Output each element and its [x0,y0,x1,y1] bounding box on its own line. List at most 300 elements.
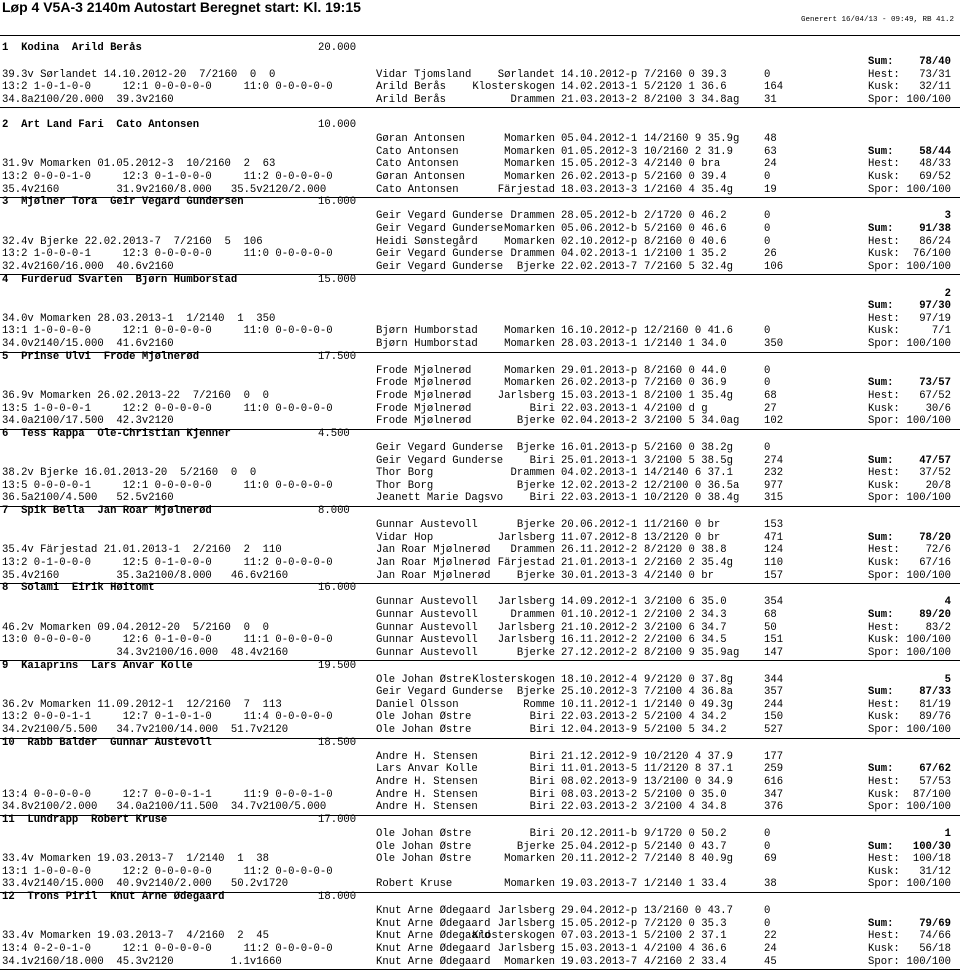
summary-text: 13:4 0-2-0-1-0 12:1 0-0-0-0-0 11:2 0-0-0-0-0 [2,942,333,955]
driver-name: Ole Johan Østre [376,840,472,853]
stat-value: 32/11 [919,81,951,94]
result-row [0,878,960,891]
stat-value: 100/100 [906,801,951,814]
earnings: 357 [764,686,784,699]
horse-name: 4 Furderud Svarten Bjørn Humborstad [2,273,238,286]
race-date: 21.01.2013-1 [561,556,638,569]
stat-label: Sum: [868,300,894,313]
summary-text: 13:1 1-0-0-0-0 12:1 0-0-0-0-0 11:0 0-0-0-0-0 [2,325,333,338]
stat-value: 58/44 [919,145,951,158]
earnings: 232 [764,467,784,480]
horse-header [0,891,960,904]
track-name: Bjerke [516,519,555,532]
stat-value: 87/100 [912,788,951,801]
driver-name: Gunnar Austevoll [376,596,478,609]
track-name: Momarken [504,145,555,158]
stat-value: 2 [944,287,951,300]
horse-header [0,737,960,750]
stat-label: Sum: [868,454,894,467]
race-date: 29.01.2013-p [561,364,638,377]
earnings: 24 [764,942,777,955]
earnings: 0 [764,917,771,930]
summary-text: 36.2v Momarken 11.09.2012-1 12/2160 7 113 [2,698,282,711]
result-row [0,171,960,184]
horse-header [0,119,960,132]
driver-name: Vidar Tjomsland [376,68,472,81]
race-result: 7/2140 8 40.9g [644,853,734,866]
driver-name: Thor Borg [376,467,434,480]
stat-label: Spor: [868,801,900,814]
earnings: 24 [764,158,777,171]
race-date: 08.02.2013-9 [561,775,638,788]
race-result: 1/2140 1 33.4 [644,878,727,891]
race-date: 21.10.2012-2 [561,621,638,634]
stat-label: Spor: [868,183,900,196]
result-row [0,532,960,545]
stat-value: 100/100 [906,183,951,196]
result-row [0,828,960,841]
stat-value: 89/20 [919,608,951,621]
earnings: 354 [764,596,784,609]
stat-value: 48/33 [919,158,951,171]
horse-prize: 16.000 [318,196,357,209]
driver-name: Arild Berås [376,93,446,106]
race-date: 07.03.2013-1 [561,930,638,943]
horse-name: 11 Lundrapp Robert Kruse [2,814,168,826]
driver-name: Gunnar Austevoll [376,608,478,621]
result-row [0,841,960,854]
horse-prize: 20.000 [318,42,357,54]
result-row [0,133,960,146]
result-row [0,801,960,814]
result-row [0,763,960,776]
horse-prize: 17.500 [318,350,357,363]
stat-value: 100/100 [906,260,951,273]
track-name: Drammen [510,608,555,621]
earnings: 274 [764,454,784,467]
earnings: 0 [764,840,771,853]
result-row [0,544,960,557]
race-date: 26.11.2012-2 [561,544,638,557]
horse-name: 1 Kodina Arild Berås [2,42,142,54]
driver-name: Frode Mjølnerød [376,415,472,428]
stat-label: Spor: [868,93,900,106]
track-name: Biri [529,750,555,763]
stat-value: 100/30 [912,840,951,853]
horse-name: 3 Mjølner Tora Geir Vegard Gundersen [2,196,244,209]
earnings: 26 [764,248,777,261]
result-row [0,751,960,764]
stat-label: Hest: [868,621,900,634]
driver-name: Jeanett Marie Dagsvo [376,492,504,505]
stat-value: 100/100 [906,492,951,505]
result-row [0,519,960,532]
track-name: Momarken [504,955,555,968]
race-result: 4/2140 0 br [644,569,714,582]
earnings: 106 [764,260,784,273]
driver-name: Bjørn Humborstad [376,337,478,350]
driver-name: Ole Johan Østre [376,828,472,840]
horse-header [0,274,960,287]
stat-value: 97/19 [919,312,951,325]
stat-label: Spor: [868,415,900,428]
earnings: 124 [764,544,784,557]
race-result: 8/2160 0 44.0 [644,364,727,377]
driver-name: Gøran Antonsen [376,170,466,183]
driver-name: Robert Kruse [376,878,453,891]
track-name: Momarken [504,133,555,146]
driver-name: Geir Vegard Gunderse [376,686,504,699]
track-name: Drammen [510,544,555,557]
race-date: 21.12.2012-9 [561,750,638,763]
earnings: 19 [764,183,777,196]
race-date: 01.05.2012-3 [561,145,638,158]
track-name: Biri [529,763,555,776]
earnings: 315 [764,492,784,505]
stat-value: 73/31 [919,68,951,81]
track-name: Biri [529,788,555,801]
summary-text: 34.8a2100/20.000 39.3v2160 [2,93,174,106]
stat-label: Kusk: [868,81,900,94]
summary-text: 46.2v Momarken 09.04.2012-20 5/2160 0 0 [2,621,270,634]
race-date: 14.02.2013-1 [561,81,638,94]
horse-header [0,428,960,441]
track-name: Drammen [510,248,555,261]
summary-text: 34.2v2100/5.500 34.7v2100/14.000 51.7v2120 [2,723,289,736]
horse-prize: 17.000 [318,814,357,826]
result-row [0,69,960,82]
page-title: Løp 4 V5A-3 2140m Autostart Beregnet start: Kl. 19:15 [2,0,361,15]
track-name: Bjerke [516,260,555,273]
track-name: Romme [523,698,555,711]
result-row [0,686,960,699]
track-name: Drammen [510,210,555,223]
track-name: Jarlsberg [497,905,555,918]
track-name: Biri [529,711,555,724]
driver-name: Frode Mjølnerød [376,377,472,390]
race-date: 05.06.2012-b [561,222,638,235]
track-name: Biri [529,492,555,505]
race-result: 5/2100 2 37.1 [644,930,727,943]
result-row [0,248,960,261]
race-date: 15.03.2013-1 [561,389,638,402]
result-row [0,338,960,351]
stat-label: Sum: [868,531,894,544]
summary-text: 13:2 1-0-0-0-1 12:3 0-0-0-0-0 11:0 0-0-0-0-0 [2,248,333,261]
driver-name: Knut Arne Ødegaard [376,930,491,943]
driver-name: Bjørn Humborstad [376,325,478,338]
race-result: 7/2160 5 32.4g [644,260,734,273]
race-date: 21.03.2013-2 [561,93,638,106]
earnings: 350 [764,337,784,350]
track-name: Bjerke [516,646,555,659]
track-name: Bjerke [516,569,555,582]
result-row [0,56,960,69]
horse-prize: 15.000 [318,273,357,286]
race-date: 16.11.2012-2 [561,634,638,647]
stat-value: 79/69 [919,917,951,930]
race-date: 20.11.2012-2 [561,853,638,866]
race-result: 12/2160 0 41.6 [644,325,734,338]
track-name: Momarken [504,364,555,377]
result-row [0,557,960,570]
driver-name: Vidar Hop [376,531,434,544]
earnings: 376 [764,801,784,814]
stat-label: Hest: [868,389,900,402]
race-result: 4/2100 d g [644,402,708,415]
result-row [0,609,960,622]
earnings: 102 [764,415,784,428]
summary-text: 13:5 1-0-0-0-1 12:2 0-0-0-0-0 11:0 0-0-0-0-0 [2,402,333,415]
driver-name: Andre H. Stensen [376,750,478,763]
summary-text: 35.4v2160 35.3a2100/8.000 46.6v2160 [2,569,289,582]
driver-name: Gøran Antonsen [376,133,466,146]
stat-value: 100/100 [906,646,951,659]
earnings: 164 [764,81,784,94]
race-result: 1/2160 4 35.4g [644,183,734,196]
race-result: 13/2120 0 br [644,531,721,544]
stat-label: Hest: [868,467,900,480]
driver-name: Ole Johan Østre [376,711,472,724]
stat-value: 69/52 [919,170,951,183]
result-row [0,647,960,660]
horse-header [0,351,960,364]
track-name: Jarlsberg [497,596,555,609]
track-name: Bjerke [516,442,555,454]
earnings: 31 [764,93,777,106]
driver-name: Knut Arne Ødegaard [376,942,491,955]
stat-label: Kusk: [868,248,900,261]
race-result: 5/2160 0 38.2g [644,442,734,454]
race-result: 5/2160 0 39.4 [644,170,727,183]
result-row [0,313,960,326]
summary-text: 33.4v Momarken 19.03.2013-7 1/2140 1 38 [2,853,270,866]
horse-header [0,42,960,55]
track-name: Momarken [504,853,555,866]
stat-value: 100/100 [906,337,951,350]
horse-prize: 4.500 [318,428,350,440]
stat-label: Sum: [868,763,894,776]
stat-value: 73/57 [919,377,951,390]
stat-value: 100/100 [906,878,951,891]
race-date: 26.02.2013-p [561,170,638,183]
result-row [0,455,960,468]
track-name: Jarlsberg [497,634,555,647]
track-name: Klosterskogen [472,81,555,94]
stat-label: Spor: [868,878,900,891]
stat-value: 20/8 [925,479,951,492]
driver-name: Andre H. Stensen [376,788,478,801]
result-row [0,866,960,879]
driver-name: Jan Roar Mjølnerød [376,556,491,569]
horse-header [0,814,960,827]
race-date: 28.05.2012-b [561,210,638,223]
track-name: Bjerke [516,415,555,428]
horse-prize: 19.500 [318,659,357,672]
race-result: 1/2140 0 49.3g [644,698,734,711]
race-date: 16.10.2012-p [561,325,638,338]
driver-name: Frode Mjølnerød [376,402,472,415]
race-result: 4/2160 2 33.4 [644,955,727,968]
result-row [0,288,960,301]
stat-label: Kusk: [868,634,900,647]
summary-text: 36.9v Momarken 26.02.2013-22 7/2160 0 0 [2,389,270,402]
stat-value: 7/1 [931,325,951,338]
race-result: 8/2100 9 35.9ag [644,646,740,659]
earnings: 38 [764,878,777,891]
driver-name: Geir Vegard Gunderse [376,248,504,261]
race-date: 01.10.2012-1 [561,608,638,621]
result-row [0,853,960,866]
stat-label: Hest: [868,158,900,171]
summary-text: 35.4v2160 31.9v2160/8.000 35.5v2120/2.000 [2,183,327,196]
result-row [0,184,960,197]
race-result: 2/2100 6 34.5 [644,634,727,647]
horse-header [0,505,960,518]
earnings: 69 [764,853,777,866]
track-name: Drammen [510,93,555,106]
stat-label: Kusk: [868,942,900,955]
summary-text: 13:2 1-0-1-0-0 12:1 0-0-0-0-0 11:0 0-0-0-0-0 [2,81,333,94]
race-result: 7/2100 4 36.8a [644,686,734,699]
track-name: Klosterskogen [472,673,555,686]
result-row [0,81,960,94]
race-date: 25.01.2013-1 [561,454,638,467]
result-row [0,711,960,724]
summary-text: 34.0v2140/15.000 41.6v2160 [2,337,174,350]
result-row [0,365,960,378]
race-date: 12.04.2013-9 [561,723,638,736]
stat-label: Hest: [868,544,900,557]
track-name: Bjerke [516,686,555,699]
result-row [0,674,960,687]
track-name: Jarlsberg [497,531,555,544]
track-name: Färjestad [497,183,555,196]
race-result: 3/2100 6 35.0 [644,596,727,609]
race-result: 3/2100 4 34.8 [644,801,727,814]
race-result: 8/2100 3 34.8ag [644,93,740,106]
horse-prize: 18.500 [318,736,357,749]
race-result: 2/2100 2 34.3 [644,608,727,621]
driver-name: Heidi Sønstegård [376,235,478,248]
stat-label: Spor: [868,646,900,659]
driver-name: Geir Vegard Gunderse [376,222,504,235]
race-date: 08.03.2013-2 [561,788,638,801]
summary-text: 34.8v2100/2.000 34.0a2100/11.500 34.7v2100/5.000 [2,801,327,814]
driver-name: Frode Mjølnerød [376,364,472,377]
stat-value: 76/100 [912,248,951,261]
result-row [0,622,960,635]
driver-name: Gunnar Austevoll [376,646,478,659]
race-result: 10/2120 4 37.9 [644,750,734,763]
race-result: 1/2140 1 34.0 [644,337,727,350]
result-row [0,789,960,802]
race-date: 22.02.2013-7 [561,260,638,273]
stat-label: Sum: [868,56,894,68]
earnings: 0 [764,377,771,390]
track-name: Biri [529,801,555,814]
race-date: 22.03.2013-1 [561,402,638,415]
driver-name: Andre H. Stensen [376,801,478,814]
result-row [0,261,960,274]
race-date: 20.12.2011-b [561,828,638,840]
earnings: 471 [764,531,784,544]
summary-text: 13:1 1-0-0-0-0 12:2 0-0-0-0-0 11:2 0-0-0-0-0 [2,865,333,878]
summary-text: 34.0v Momarken 28.03.2013-1 1/2140 1 350 [2,312,276,325]
driver-name: Jan Roar Mjølnerød [376,544,491,557]
stat-value: 100/18 [912,853,951,866]
stat-value: 37/52 [919,467,951,480]
driver-name: Ole Johan Østre [376,723,472,736]
result-row [0,467,960,480]
driver-name: Geir Vegard Gunderse [376,454,504,467]
earnings: 110 [764,556,784,569]
race-result: 7/2160 0 36.9 [644,377,727,390]
earnings: 527 [764,723,784,736]
stat-label: Kusk: [868,402,900,415]
entry-divider [0,107,960,108]
race-date: 28.03.2013-1 [561,337,638,350]
summary-text: 13:0 0-0-0-0-0 12:6 0-1-0-0-0 11:1 0-0-0-0-0 [2,634,333,647]
summary-text: 13:4 0-0-0-0-0 12:7 0-0-0-1-1 11:9 0-0-0-1-0 [2,788,333,801]
stat-label: Hest: [868,698,900,711]
track-name: Färjestad [497,556,555,569]
stat-label: Sum: [868,608,894,621]
race-result: 10/2120 0 38.4g [644,492,740,505]
stat-label: Hest: [868,235,900,248]
stat-label: Spor: [868,492,900,505]
header-divider [0,35,960,36]
horse-name: 6 Tess Rappa Ole-Christian Kjenner [2,428,231,440]
driver-name: Daniel Olsson [376,698,459,711]
horse-name: 9 Kaiaprins Lars Anvar Kolle [2,659,193,672]
race-result: 3/2100 5 38.5g [644,454,734,467]
race-date: 15.05.2012-3 [561,158,638,171]
race-date: 27.12.2012-2 [561,646,638,659]
driver-name: Ole Johan Østre [376,853,472,866]
stat-label: Kusk: [868,788,900,801]
stat-label: Hest: [868,312,900,325]
result-row [0,442,960,455]
stat-value: 83/2 [925,621,951,634]
summary-text: 34.0a2100/17.500 42.3v2120 [2,415,174,428]
result-row [0,776,960,789]
race-date: 29.04.2012-p [561,905,638,918]
earnings: 48 [764,133,777,146]
driver-name: Andre H. Stensen [376,775,478,788]
earnings: 616 [764,775,784,788]
result-row [0,943,960,956]
race-date: 30.01.2013-3 [561,569,638,582]
earnings: 0 [764,325,771,338]
driver-name: Ole Johan Østre [376,673,472,686]
track-name: Biri [529,828,555,840]
summary-text: 13:2 0-1-0-0-0 12:5 0-1-0-0-0 11:2 0-0-0-0-0 [2,556,333,569]
race-date: 16.01.2013-p [561,442,638,454]
earnings: 0 [764,235,771,248]
track-name: Sørlandet [497,68,555,81]
driver-name: Knut Arne Ødegaard [376,917,491,930]
track-name: Momarken [504,158,555,171]
track-name: Bjerke [516,840,555,853]
stat-label: Spor: [868,723,900,736]
earnings: 259 [764,763,784,776]
summary-text: 32.4v2160/16.000 40.6v2160 [2,260,174,273]
stat-value: 3 [944,210,951,223]
horse-name: 5 Prinse Ulvi Frode Mjølnerød [2,350,200,363]
stat-label: Sum: [868,917,894,930]
horse-name: 7 Spik Bella Jan Roar Mjølnerød [2,505,212,518]
